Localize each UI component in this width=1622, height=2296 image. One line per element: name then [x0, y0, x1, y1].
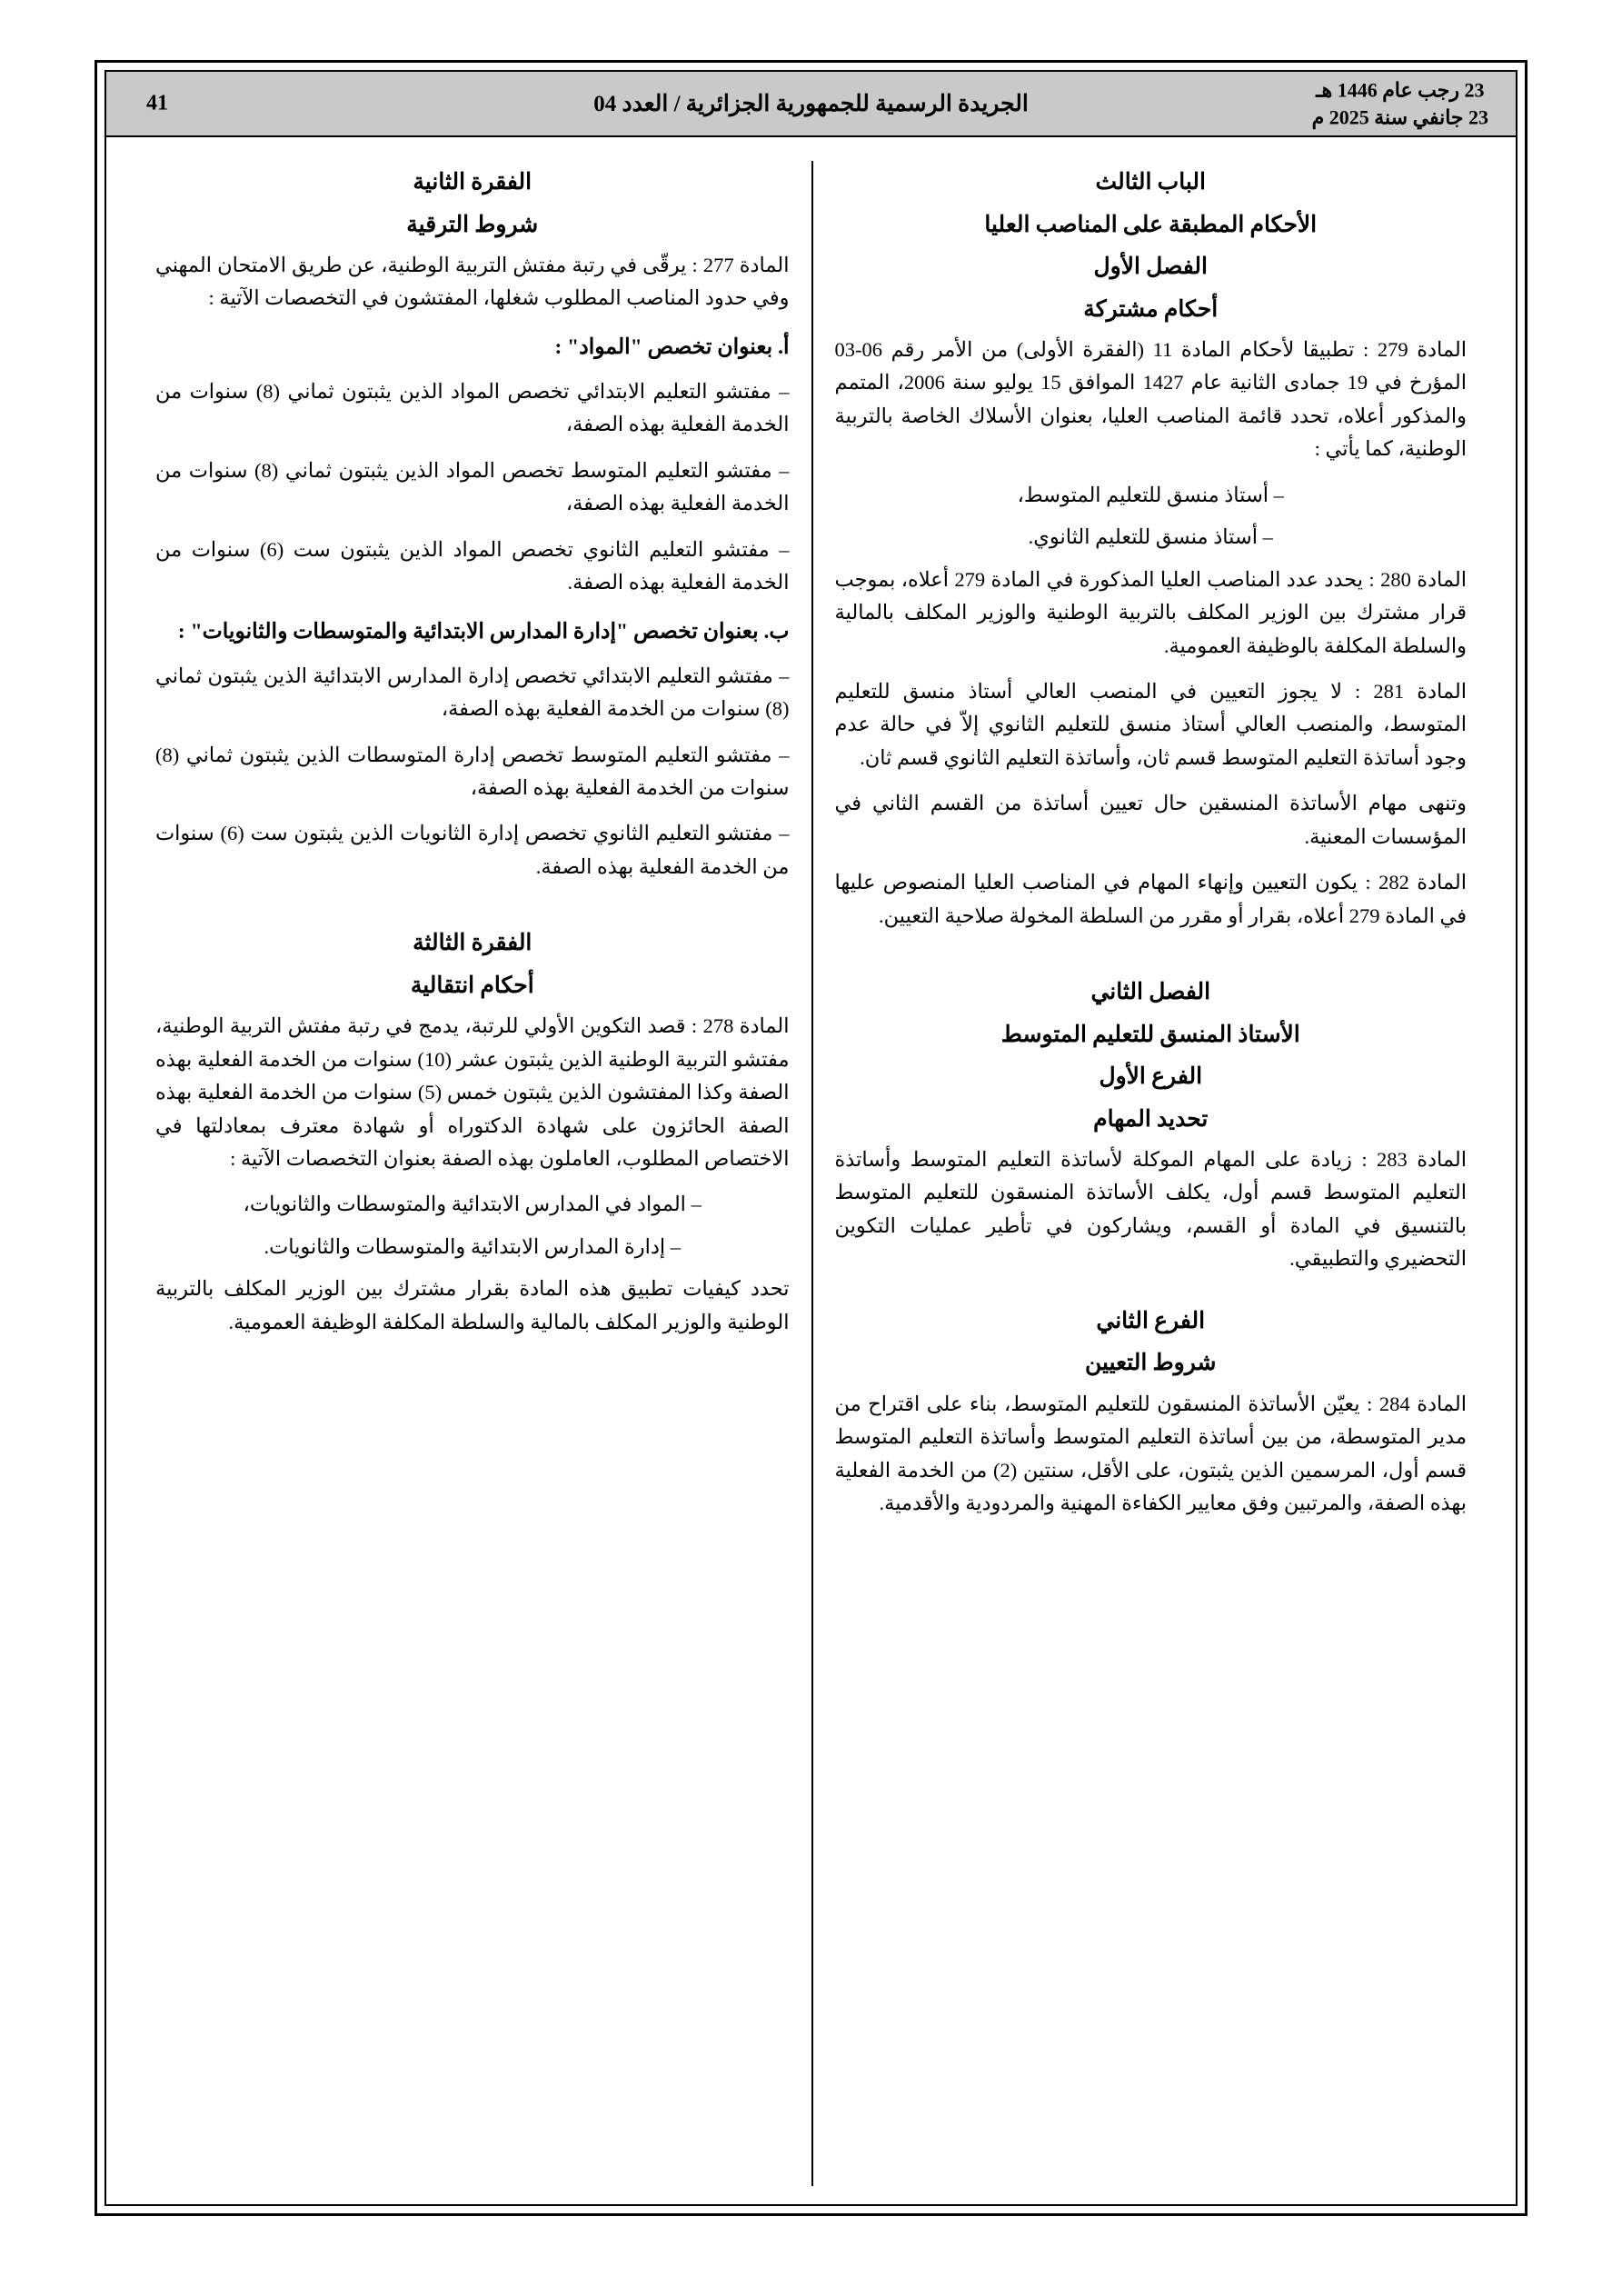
list-item-a-1: – مفتشو التعليم الابتدائي تخصص المواد الذين يثبتون ثماني (8) سنوات من الخدمة الفعلية بهذه الصفة،: [155, 379, 790, 436]
heading-fasl-thani: الفصل الثاني: [1090, 980, 1211, 1004]
article-277: المادة 277 : يرقّى في رتبة مفتش التربية الوطنية، عن طريق الامتحان المهني وفي حدود المناصب المطلوب شغلها، المفتشون في التخصصات الآتية :: [155, 254, 790, 310]
heading-ustadh-munassiq: الأستاذ المنسق للتعليم المتوسط: [1000, 1022, 1300, 1047]
header-dates: [1312, 76, 1488, 130]
article-278: المادة 278 : قصد التكوين الأولي للرتبة، يدمج في رتبة مفتش التربية الوطنية، مفتشو التربية الوطنية الذين يثبتون عشر (10) سنوات من الخدمة الفعلية بهذه الصفة وكذا المفتشون الذين يثبتون خمس (5) سنوات من الخدمة الفعلية بهذه الصفة الحائزون على شهادة الدكتوراه أو شهادة معترف بمعادلتها في الاختصاص المطلوب، العاملون بهذه الصفة بعنوان التخصصات الآتية :: [155, 1014, 790, 1170]
list-item-a-3: – مفتشو التعليم الثانوي تخصص المواد الذين يثبتون ست (6) سنوات من الخدمة الفعلية بهذه الصفة.: [155, 537, 790, 594]
article-279: المادة 279 : تطبيقا لأحكام المادة 11 (الفقرة الأولى) من الأمر رقم 06-03 المؤرخ في 19 جمادى الثانية عام 1427 الموافق 15 يوليو سنة 2006، المتمم والمذكور أعلاه، تحدد قائمة المناصب العليا، بعنوان الأسلاك الخاصة بالتربية الوطنية، كما يأتي :: [834, 338, 1468, 461]
heading-shurut-tayin: شروط التعيين: [1085, 1351, 1217, 1376]
date-hijri: 23 رجب عام 1446 هـ: [1316, 78, 1485, 102]
heading-bab-thalith: الباب الثالث: [1095, 170, 1206, 195]
heading-shurut-tarqiya: شروط الترقية: [406, 212, 539, 237]
column-left: [134, 161, 811, 2186]
heading-ahkam-manasib: الأحكام المطبقة على المناصب العليا: [984, 212, 1318, 237]
list-item-279-1: – أستاذ منسق للتعليم المتوسط،: [1017, 483, 1284, 506]
page-number: 41: [146, 91, 168, 115]
article-282: المادة 282 : يكون التعيين وإنهاء المهام في المناصب العليا المنصوص عليها في المادة 279 أعلاه، بقرار أو مقرر من السلطة المخولة صلاحية التعيين.: [834, 871, 1467, 927]
list-item-c-2: – إدارة المدارس الابتدائية والمتوسطات والثانويات.: [264, 1234, 682, 1258]
list-item-c-1: – المواد في المدارس الابتدائية والمتوسطات والثانويات،: [243, 1193, 702, 1216]
list-item-279-2: – أستاذ منسق للتعليم الثانوي.: [1028, 525, 1273, 549]
column-right: [811, 161, 1489, 2186]
page-outer-border: [95, 60, 1527, 2216]
page-inner-border: [104, 70, 1518, 2206]
heading-fiqra-thaniya: الفقرة الثانية: [413, 170, 532, 195]
list-item-b-2: – مفتشو التعليم المتوسط تخصص إدارة المتوسطات الذين يثبتون ثماني (8) سنوات من الخدمة الفعلية بهذه الصفة،: [155, 743, 790, 799]
date-gregorian: 23 جانفي سنة 2025 م: [1311, 105, 1488, 128]
article-284: المادة 284 : يعيّن الأساتذة المنسقون للتعليم المتوسط، بناء على اقتراح من مدير المتوسطة، من بين أساتذة التعليم المتوسط وأساتذة التعليم المتوسط قسم أول، المرسمين الذين يثبتون، على الأقل، سنتين (2) من الخدمة الفعلية بهذه الصفة، والمرتبين وفق معايير الكفاءة المهنية والمردودية والأقدمية.: [834, 1392, 1468, 1515]
journal-title: الجريدة الرسمية للجمهورية الجزائرية / العدد 04: [593, 92, 1029, 116]
closing-paragraph: تحدد كيفيات تطبيق هذه المادة بقرار مشترك بين الوزير المكلف بالتربية الوطنية والوزير المكلف بالمالية والسلطة المكلفة الوظيفة العمومية.: [155, 1277, 790, 1333]
subheading-b-idara: ب. بعنوان تخصص "إدارة المدارس الابتدائية والمتوسطات والثانويات" :: [177, 619, 790, 644]
list-item-a-2: – مفتشو التعليم المتوسط تخصص المواد الذين يثبتون ثماني (8) سنوات من الخدمة الفعلية بهذه الصفة،: [155, 458, 790, 515]
article-283: المادة 283 : زيادة على المهام الموكلة لأساتذة التعليم المتوسط وأساتذة التعليم المتوسط قسم أول، يكلف الأساتذة المنسقون للتعليم المتوسط بالتنسيق في المادة أو القسم، ويشاركون في تأطير عمليات التكوين التحضيري والتطبيقي.: [834, 1148, 1467, 1271]
heading-fasl-awal: الفصل الأول: [1093, 255, 1208, 279]
heading-fiqra-thalitha: الفقرة الثالثة: [413, 931, 532, 956]
heading-tahdid-maham: تحديد المهام: [1093, 1106, 1209, 1132]
page-body: [106, 137, 1516, 2204]
article-280: المادة 280 : يحدد عدد المناصب العليا المذكورة في المادة 279 أعلاه، بموجب قرار مشترك بين الوزير المكلف بالتربية الوطنية والوزير المكلف بالمالية والسلطة المكلفة بالوظيفة العمومية.: [834, 567, 1467, 657]
heading-ahkam-intiqaliya: أحكام انتقالية: [410, 973, 534, 998]
list-item-b-3: – مفتشو التعليم الثانوي تخصص إدارة الثانويات الذين يثبتون ست (6) سنوات من الخدمة الفعلية بهذه الصفة.: [155, 822, 790, 878]
heading-fara-awal: الفرع الأول: [1099, 1064, 1203, 1089]
page-header: [106, 72, 1516, 137]
article-281-continued: وتنهى مهام الأساتذة المنسقين حال تعيين أساتذة من القسم الثاني في المؤسسات المعنية.: [834, 792, 1467, 848]
list-item-b-1: – مفتشو التعليم الابتدائي تخصص إدارة المدارس الابتدائية الذين يثبتون ثماني (8) سنوات من الخدمة الفعلية بهذه الصفة،: [155, 664, 790, 721]
heading-fara-thani: الفرع الثاني: [1096, 1308, 1206, 1333]
subheading-a-mawad: أ. بعنوان تخصص "المواد" :: [554, 334, 790, 359]
article-281: المادة 281 : لا يجوز التعيين في المنصب العالي أستاذ منسق للتعليم المتوسط، والمنصب العالي أستاذ منسق للتعليم الثانوي إلاّ في حالة عدم وجود أساتذة التعليم المتوسط قسم ثان، وأساتذة التعليم الثانوي قسم ثان.: [834, 679, 1468, 769]
heading-ahkam-mushtaraka: أحكام مشتركة: [1083, 296, 1219, 322]
